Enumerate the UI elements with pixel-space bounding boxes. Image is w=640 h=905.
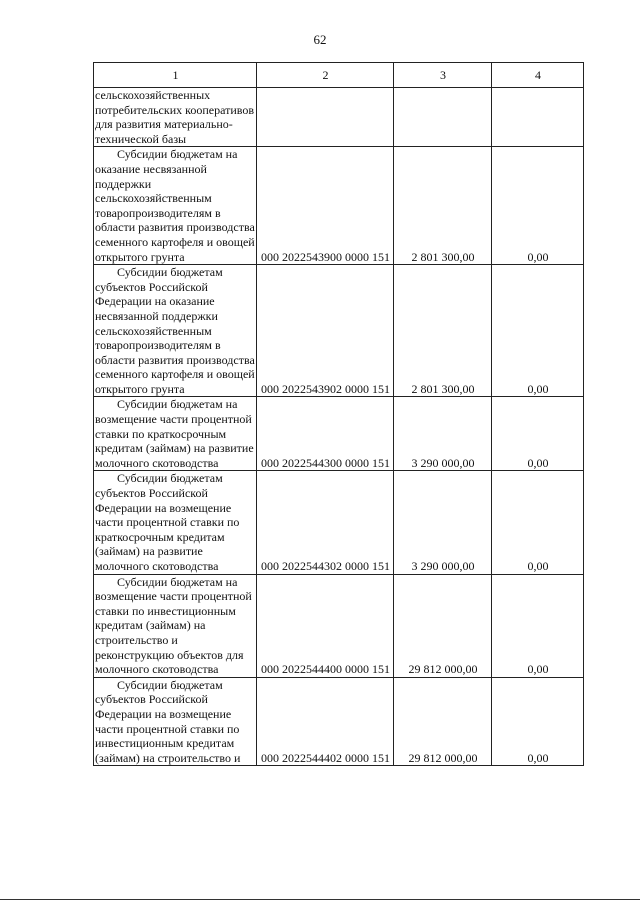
- table-header: [94, 63, 584, 88]
- row-code-cell: [257, 677, 394, 766]
- row-value2-cell: [492, 265, 584, 397]
- row-code-cell: [257, 471, 394, 574]
- row-value-text: 2 801 300,00: [411, 249, 475, 264]
- row-value-text: 29 812 000,00: [408, 662, 478, 677]
- row-name-text: Субсидии бюджетам субъектов Российской Федерации на возмещение части процентной ставки по инвестиционным кредитам (займам) на строительство и: [95, 677, 241, 765]
- table-row: [94, 147, 584, 265]
- row-code-cell: [257, 147, 394, 265]
- row-value2-text: 0,00: [527, 662, 549, 677]
- row-value2-text: 0,00: [527, 559, 549, 573]
- row-value-cell: [394, 147, 492, 265]
- row-value2-text: 0,00: [527, 249, 549, 264]
- row-value-text: 3 290 000,00: [411, 455, 475, 470]
- row-value2-cell: [492, 147, 584, 265]
- row-value-text: 2 801 300,00: [411, 381, 475, 396]
- row-code-text: 000 2022544400 0000 151: [261, 662, 390, 677]
- row-value-cell: [394, 574, 492, 677]
- row-value2-cell: [492, 574, 584, 677]
- row-name-cell: [94, 265, 257, 397]
- row-name-text: Субсидии бюджетам на оказание несвязанной поддержки сельскохозяйственным товаропроизводителям в области развития производства семенного картофеля и овощей открытого грунта: [95, 147, 255, 264]
- table-row: [94, 677, 584, 766]
- row-code-cell: [257, 265, 394, 397]
- budget-table: [93, 62, 584, 766]
- table-row: [94, 471, 584, 574]
- row-code-cell: [257, 88, 394, 147]
- row-value-cell: [394, 397, 492, 471]
- row-value-cell: [394, 265, 492, 397]
- header-col-3: 3: [394, 63, 492, 88]
- row-name-cell: [94, 574, 257, 677]
- row-value2-text: 0,00: [527, 750, 549, 765]
- row-name-cell: [94, 397, 257, 471]
- row-code-text: 000 2022544300 0000 151: [261, 455, 390, 470]
- table-row: [94, 88, 584, 147]
- header-col-1: 1: [94, 63, 257, 88]
- row-value2-text: 0,00: [527, 455, 549, 470]
- row-code-cell: [257, 397, 394, 471]
- row-value2-cell: [492, 471, 584, 574]
- row-value-text: 3 290 000,00: [411, 559, 475, 573]
- table-row: [94, 397, 584, 471]
- row-name-cell: [94, 88, 257, 147]
- row-value-cell: [394, 471, 492, 574]
- header-col-2: 2: [257, 63, 394, 88]
- row-value2-text: 0,00: [527, 381, 549, 396]
- row-name-text: Субсидии бюджетам субъектов Российской Федерации на оказание несвязанной поддержки сельскохозяйственным товаропроизводителям в области развития производства семенного картофеля и овощей открытого грунта: [95, 265, 255, 396]
- row-name-text: сельскохозяйственных потребительских кооперативов для развития материально-технической базы: [95, 88, 255, 146]
- row-name-text: Субсидии бюджетам на возмещение части процентной ставки по инвестиционным кредитам (займам) на строительство и реконструкцию объектов для молочного скотоводства: [95, 574, 252, 677]
- row-name-text: Субсидии бюджетам на возмещение части процентной ставки по краткосрочным кредитам (займам) на развитие молочного скотоводства: [95, 397, 254, 470]
- table-row: [94, 574, 584, 677]
- row-name-cell: [94, 677, 257, 766]
- page-number: 62: [313, 32, 327, 47]
- row-value-text: 29 812 000,00: [408, 750, 478, 765]
- bottom-rule: [0, 899, 640, 900]
- row-code-text: 000 2022544302 0000 151: [261, 559, 390, 573]
- row-value2-cell: [492, 677, 584, 766]
- row-name-cell: [94, 147, 257, 265]
- table-row: [94, 265, 584, 397]
- table-body: [94, 88, 584, 766]
- row-name-text: Субсидии бюджетам субъектов Российской Федерации на возмещение части процентной ставки по краткосрочным кредитам (займам) на развитие молочного скотоводства: [95, 471, 240, 573]
- header-col-4: 4: [492, 63, 584, 88]
- row-name-cell: [94, 471, 257, 574]
- row-value2-cell: [492, 397, 584, 471]
- row-code-text: 000 2022543902 0000 151: [261, 381, 390, 396]
- row-code-cell: [257, 574, 394, 677]
- row-value-cell: [394, 88, 492, 147]
- row-code-text: 000 2022543900 0000 151: [261, 249, 390, 264]
- row-value2-cell: [492, 88, 584, 147]
- row-value-cell: [394, 677, 492, 766]
- header-row: [94, 63, 584, 88]
- row-code-text: 000 2022544402 0000 151: [261, 750, 390, 765]
